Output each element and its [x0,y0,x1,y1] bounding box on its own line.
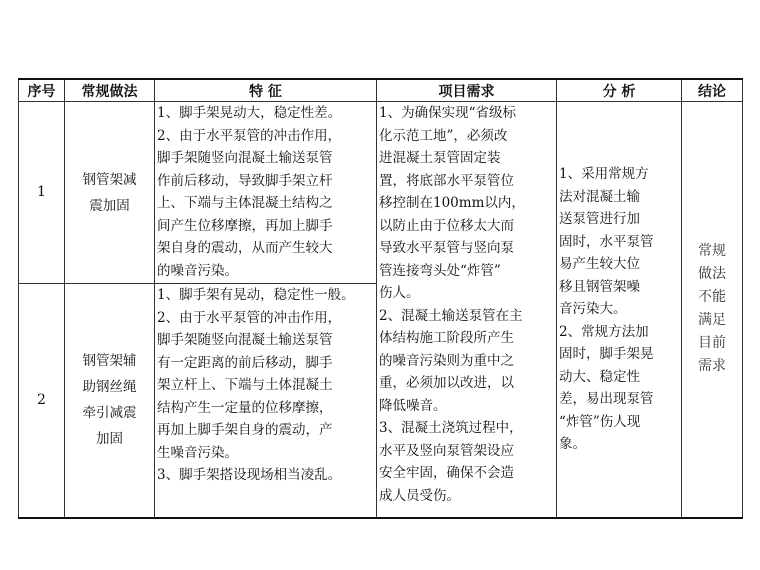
row-1-features: 1、脚手架晃动大，稳定性差。 2、由于水平泵管的冲击作用， 脚手架随竖向混凝土输送泵管 作前后移动，导致脚手架立杆 上、下端与主体混凝土结构之 间产生位移摩擦，再加上脚手 架自身的震动，从而产生较大 的噪音污染。 [155,102,377,284]
project-needs-cell: 1、为确保实现“省级标 化示范工地”，必须改 进混凝土泵管固定装 置，将底部水平泵管位 移控制在100mm以内， 以防止由于位移太大而 导致水平泵管与竖向泵 管连接弯头处“炸管” 伤人。 2、混凝土输送泵管在主 体结构施工阶段所产生 的噪音污染则为重中之 重，必须加以改进，以 降低噪音。 3、混凝土浇筑过程中， 水平及竖向泵管架设应 安全牢固，确保不会造 成人员受伤。 [377,102,557,518]
row-2-seq: 2 [19,284,65,518]
row-1-method: 钢管架减 震加固 [65,102,155,284]
header-project-needs: 项目需求 [377,79,557,102]
conclusion-cell: 常规 做法 不能 满足 目前 需求 [682,102,743,518]
header-method: 常规做法 [65,79,155,102]
row-2-features: 1、脚手架有晃动，稳定性一般。 2、由于水平泵管的冲击作用， 脚手架随竖向混凝土输送泵管 有一定距离的前后移动，脚手 架立杆上、下端与土体混凝土 结构产生一定量的位移摩擦， 再加上脚手架自身的震动，产 生噪音污染。 3、脚手架搭设现场相当凌乱。 [155,284,377,518]
comparison-table [18,78,743,519]
header-features: 特 征 [155,79,377,102]
row-1-seq: 1 [19,102,65,284]
header-analysis: 分 析 [557,79,682,102]
row-2-method: 钢管架辅 助钢丝绳 牵引减震 加固 [65,284,155,518]
analysis-cell: 1、采用常规方 法对混凝土输 送泵管进行加 固时，水平泵管 易产生较大位 移且钢管架噪 音污染大。 2、常规方法加 固时，脚手架晃 动大、稳定性 差，易出现泵管 “炸管”伤人现 象。 [557,102,682,518]
header-seq: 序号 [19,79,65,102]
table-header-row [19,79,743,102]
header-conclusion: 结论 [682,79,743,102]
table-row [19,102,743,284]
